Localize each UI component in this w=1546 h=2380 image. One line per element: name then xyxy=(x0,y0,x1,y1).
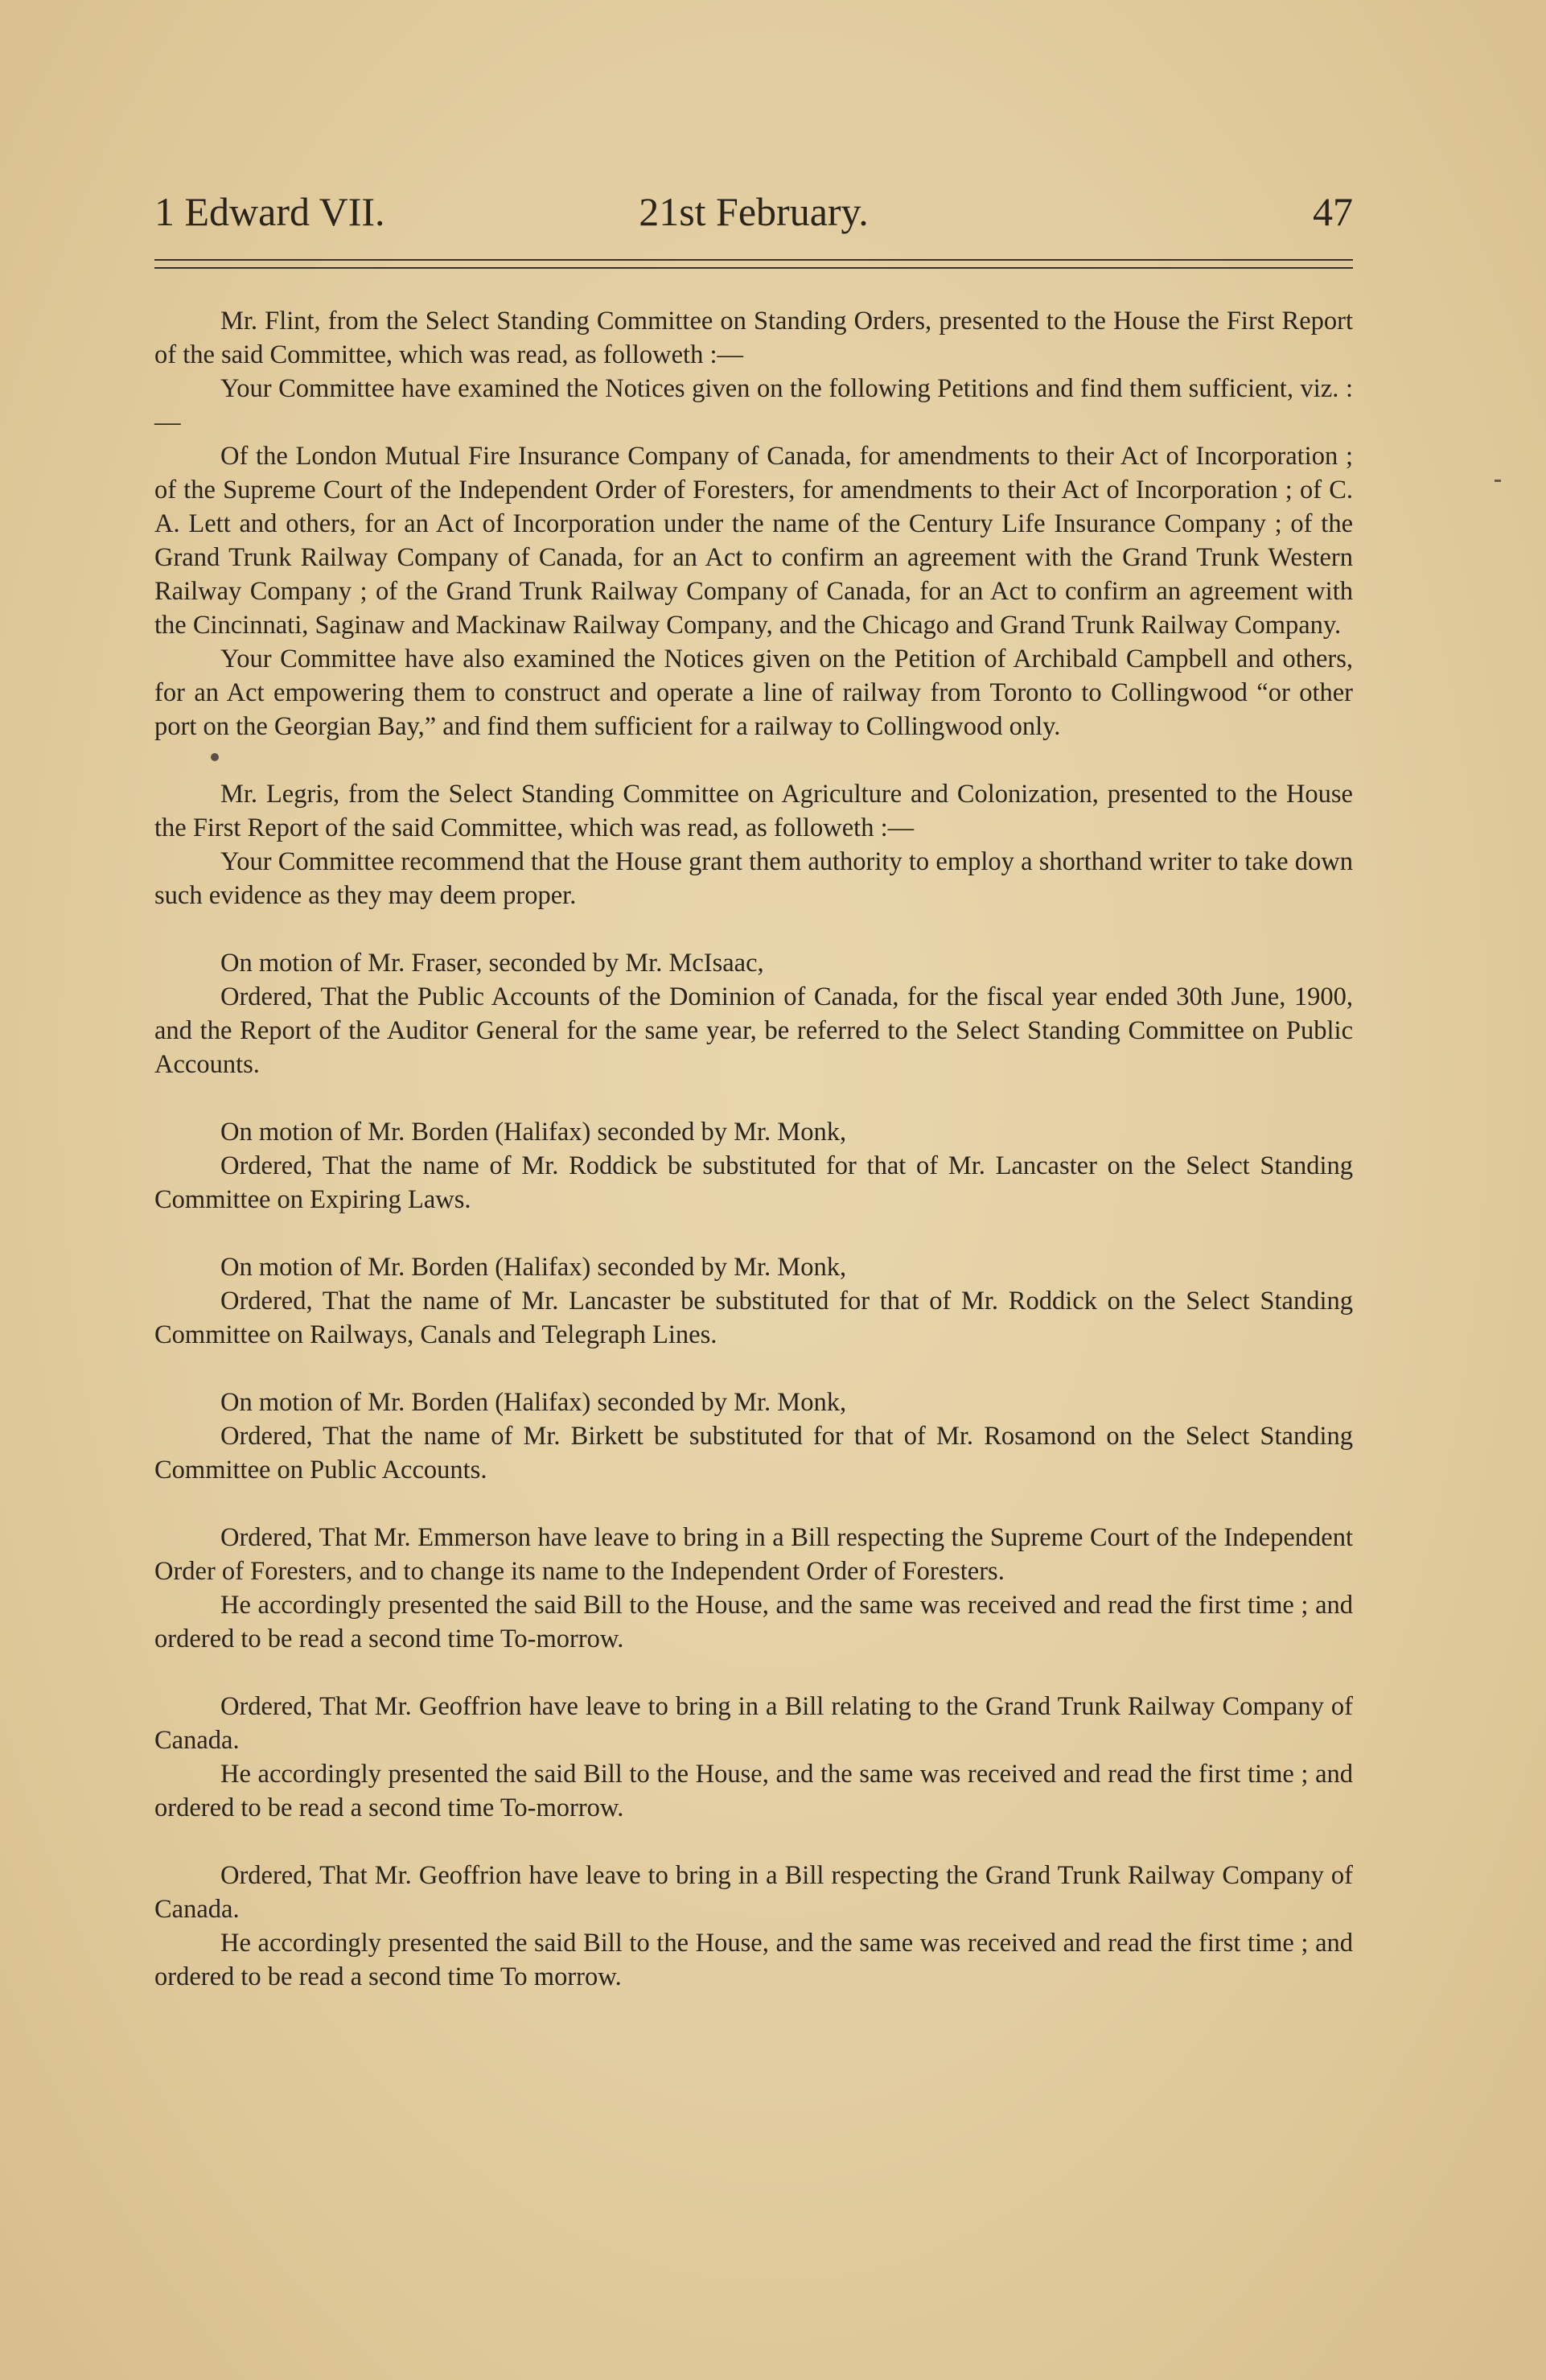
section-gap xyxy=(154,1656,1353,1690)
header-rule-bottom xyxy=(154,267,1353,269)
paragraph: Mr. Legris, from the Select Standing Committee on Agriculture and Colonization, presented to the House the First Report of the said Committee, which was read, as followeth :— xyxy=(154,780,1353,842)
paragraph: On motion of Mr. Borden (Halifax) seconded by Mr. Monk, xyxy=(220,1388,847,1417)
paragraph: Your Committee have examined the Notices given on the following Petitions and find them sufficient, viz. :— xyxy=(154,374,1353,437)
paragraph: He accordingly presented the said Bill to the House, and the same was received and read the first time ; and ordered to be read a second time To morrow. xyxy=(154,1929,1353,1991)
paragraph: On motion of Mr. Borden (Halifax) seconded by Mr. Monk, xyxy=(220,1253,847,1282)
header-rule-top xyxy=(154,259,1353,261)
paragraph: Ordered, That the name of Mr. Birkett be substituted for that of Mr. Rosamond on the Select Standing Committee on Public Accounts. xyxy=(154,1422,1353,1484)
paragraph: He accordingly presented the said Bill to the House, and the same was received and read the first time ; and ordered to be read a second time To-morrow. xyxy=(154,1591,1353,1653)
page-body xyxy=(154,304,1353,1994)
section-gap xyxy=(154,1825,1353,1859)
section-gap xyxy=(154,1081,1353,1115)
header-date: 21st February. xyxy=(639,189,869,234)
paragraph: On motion of Mr. Fraser, seconded by Mr. McIsaac, xyxy=(220,949,764,978)
page-header xyxy=(154,183,1353,240)
header-session: 1 Edward VII. xyxy=(154,189,385,234)
margin-mark xyxy=(1495,480,1501,482)
paragraph: Ordered, That the Public Accounts of the Dominion of Canada, for the fiscal year ended 30th June, 1900, and the Report of the Auditor General for the same year, be referred to the Select Standing Committee on Public Accounts. xyxy=(154,982,1353,1079)
paragraph: Ordered, That the name of Mr. Lancaster be substituted for that of Mr. Roddick on the Select Standing Committee on Railways, Canals and Telegraph Lines. xyxy=(154,1287,1353,1349)
paragraph: Ordered, That Mr. Geoffrion have leave to bring in a Bill respecting the Grand Trunk Railway Company of Canada. xyxy=(154,1861,1353,1924)
paragraph: Ordered, That the name of Mr. Roddick be substituted for that of Mr. Lancaster on the Select Standing Committee on Expiring Laws. xyxy=(154,1151,1353,1214)
paragraph: Your Committee recommend that the House grant them authority to employ a shorthand writer to take down such evidence as they may deem proper. xyxy=(154,847,1353,910)
page-number: 47 xyxy=(1313,189,1353,234)
paragraph: Mr. Flint, from the Select Standing Committee on Standing Orders, presented to the House the First Report of the said Committee, which was read, as followeth :— xyxy=(154,307,1353,369)
section-gap xyxy=(154,1487,1353,1521)
ink-dot xyxy=(154,743,1353,777)
section-gap xyxy=(154,1352,1353,1386)
paragraph: Of the London Mutual Fire Insurance Company of Canada, for amendments to their Act of Incorporation ; of the Supreme Court of the Independent Order of Foresters, for amendments to their Act of Incorporation ; of C. A. Lett and others, for an Act of Incorporation under the name of the Century Life Insurance Company ; of the Grand Trunk Railway Company of Canada, for an Act to confirm an agreement with the Grand Trunk Western Railway Company ; of the Grand Trunk Railway Company of Canada, for an Act to confirm an agreement with the Cincinnati, Saginaw and Mackinaw Railway Company, and the Chicago and Grand Trunk Railway Company. xyxy=(154,442,1353,640)
paragraph: Ordered, That Mr. Emmerson have leave to bring in a Bill respecting the Supreme Court of the Independent Order of Foresters, and to change its name to the Independent Order of Foresters. xyxy=(154,1523,1353,1586)
section-gap xyxy=(154,912,1353,946)
section-gap xyxy=(154,1217,1353,1250)
paragraph: On motion of Mr. Borden (Halifax) seconded by Mr. Monk, xyxy=(220,1118,847,1147)
paragraph: He accordingly presented the said Bill to the House, and the same was received and read the first time ; and ordered to be read a second time To-morrow. xyxy=(154,1760,1353,1822)
paragraph: Your Committee have also examined the Notices given on the Petition of Archibald Campbell and others, for an Act empowering them to construct and operate a line of railway from Toronto to Collingwood “or other port on the Georgian Bay,” and find them sufficient for a railway to Collingwood only. xyxy=(154,644,1353,741)
paragraph: Ordered, That Mr. Geoffrion have leave to bring in a Bill relating to the Grand Trunk Railway Company of Canada. xyxy=(154,1692,1353,1755)
